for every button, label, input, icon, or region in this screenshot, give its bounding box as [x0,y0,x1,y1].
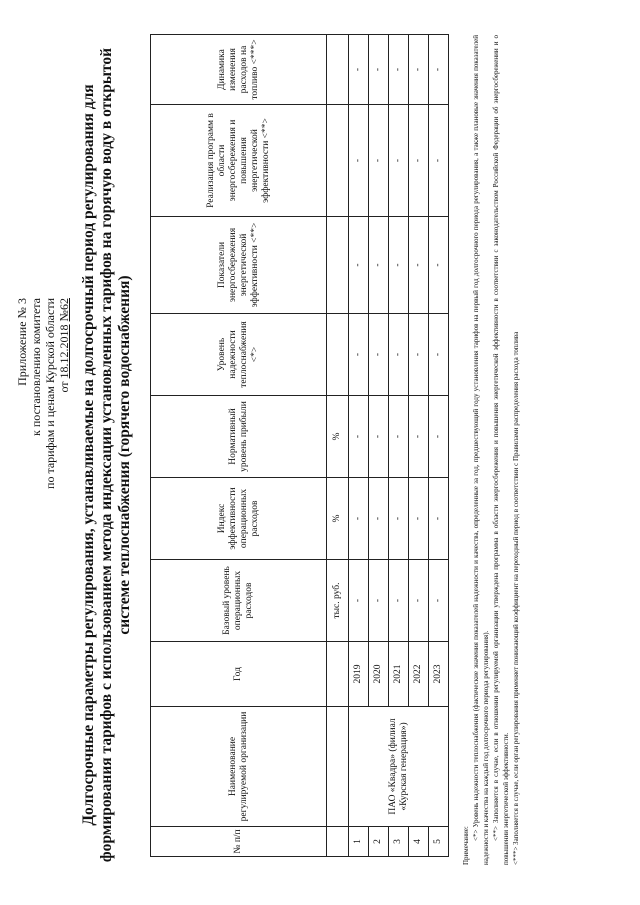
row-reliability: - [429,314,449,396]
header-base: Базовый уровень операционных расходов [151,560,327,642]
unit-cell [327,642,349,707]
unit-cell [327,707,349,827]
row-program: - [369,105,389,217]
row-energy: - [409,217,429,314]
row-num: 4 [409,827,429,857]
row-num: 1 [349,827,369,857]
row-reliability: - [349,314,369,396]
row-year: 2020 [369,642,389,707]
unit-cell [327,314,349,396]
row-norm: - [429,396,449,478]
header-num: № п/п [151,827,327,857]
parameters-table [150,34,449,857]
row-year: 2022 [409,642,429,707]
row-reliability: - [389,314,409,396]
row-index: - [409,478,429,560]
row-index: - [389,478,409,560]
row-index: - [369,478,389,560]
row-index: - [349,478,369,560]
row-num: 2 [369,827,389,857]
row-dynamics: - [409,35,429,105]
unit-norm: % [327,396,349,478]
unit-base: тыс. руб. [327,560,349,642]
appendix-number: №62 [57,298,71,322]
header-row [151,35,327,857]
row-energy: - [349,217,369,314]
header-year: Год [151,642,327,707]
header-norm: Нормативный уровень прибыли [151,396,327,478]
note-1: <*> Уровень надежности теплоснабжения (фактические значения показателей надежности и качества, определенные за год, предшествующий году установления тарифов на первый год долгосрочного периода регулирования, а также плановые значения показателей надежности и качества на каждый год долгосрочного периода регулирования). [472,35,490,865]
note-2: <**> Заполняется в случае, если в отношении регулируемой организации утверждена программа в области энергосбережения и повышения энергетической эффективности в соответствии с законодательством Российской Федерации об энергосбережении и о повышении энергетической эффективности. [492,35,510,865]
row-norm: - [349,396,369,478]
header-dynamics: Динамика изменения расходов на топливо <***> [151,35,327,105]
row-num: 3 [389,827,409,857]
header-program: Реализация программ в области энергосбережения и повышения энергетической эффективности <**> [151,105,327,217]
row-dynamics: - [349,35,369,105]
document-title: Долгосрочные параметры регулирования, устанавливаемые на долгосрочный период регулирования для формирования тарифов с использованием метода индексации установленных тарифов на горячую воду в открытой системе теплоснабжения (горячего водоснабжения) [80,47,133,863]
row-base: - [389,560,409,642]
row-reliability: - [369,314,389,396]
appendix-date-prefix: от [57,378,71,393]
row-norm: - [409,396,429,478]
row-program: - [409,105,429,217]
appendix-line3: по тарифам и ценам Курской области [43,298,57,489]
appendix-block [15,298,71,628]
unit-cell [327,35,349,105]
row-dynamics: - [389,35,409,105]
row-norm: - [369,396,389,478]
row-base: - [409,560,429,642]
notes-block [461,35,521,865]
appendix-date: 18.12.2018 [57,324,71,379]
unit-cell [327,827,349,857]
row-dynamics: - [369,35,389,105]
row-energy: - [369,217,389,314]
row-base: - [369,560,389,642]
appendix-line2: к постановлению комитета [29,298,43,436]
row-year: 2023 [429,642,449,707]
units-row [327,35,349,857]
row-num: 5 [429,827,449,857]
appendix-line1: Приложение № 3 [15,298,29,386]
unit-index: % [327,478,349,560]
header-index: Индекс эффективности операционных расходов [151,478,327,560]
row-program: - [389,105,409,217]
unit-cell [327,217,349,314]
row-reliability: - [409,314,429,396]
row-year: 2021 [389,642,409,707]
header-energy: Показатели энергосбережения энергетической эффективности <**> [151,217,327,314]
row-energy: - [389,217,409,314]
header-org: Наименование регулируемой организации [151,707,327,827]
row-program: - [349,105,369,217]
row-base: - [429,560,449,642]
row-norm: - [389,396,409,478]
notes-heading: Примечание: [462,826,470,865]
appendix-line4 [57,298,71,628]
row-program: - [429,105,449,217]
organization-name: ПАО «Квадра» (филиал «Курская генерация») [349,707,449,827]
note-3: <***> Заполняется в случае, если орган регулирования применяет понижающий коэффициент на переходный период в соответствии с Правилами распределения расхода топлива [512,331,520,865]
row-base: - [349,560,369,642]
header-reliability: Уровень надежности теплоснабжения <*> [151,314,327,396]
table-row [349,35,369,857]
row-energy: - [429,217,449,314]
row-index: - [429,478,449,560]
row-year: 2019 [349,642,369,707]
row-dynamics: - [429,35,449,105]
unit-cell [327,105,349,217]
